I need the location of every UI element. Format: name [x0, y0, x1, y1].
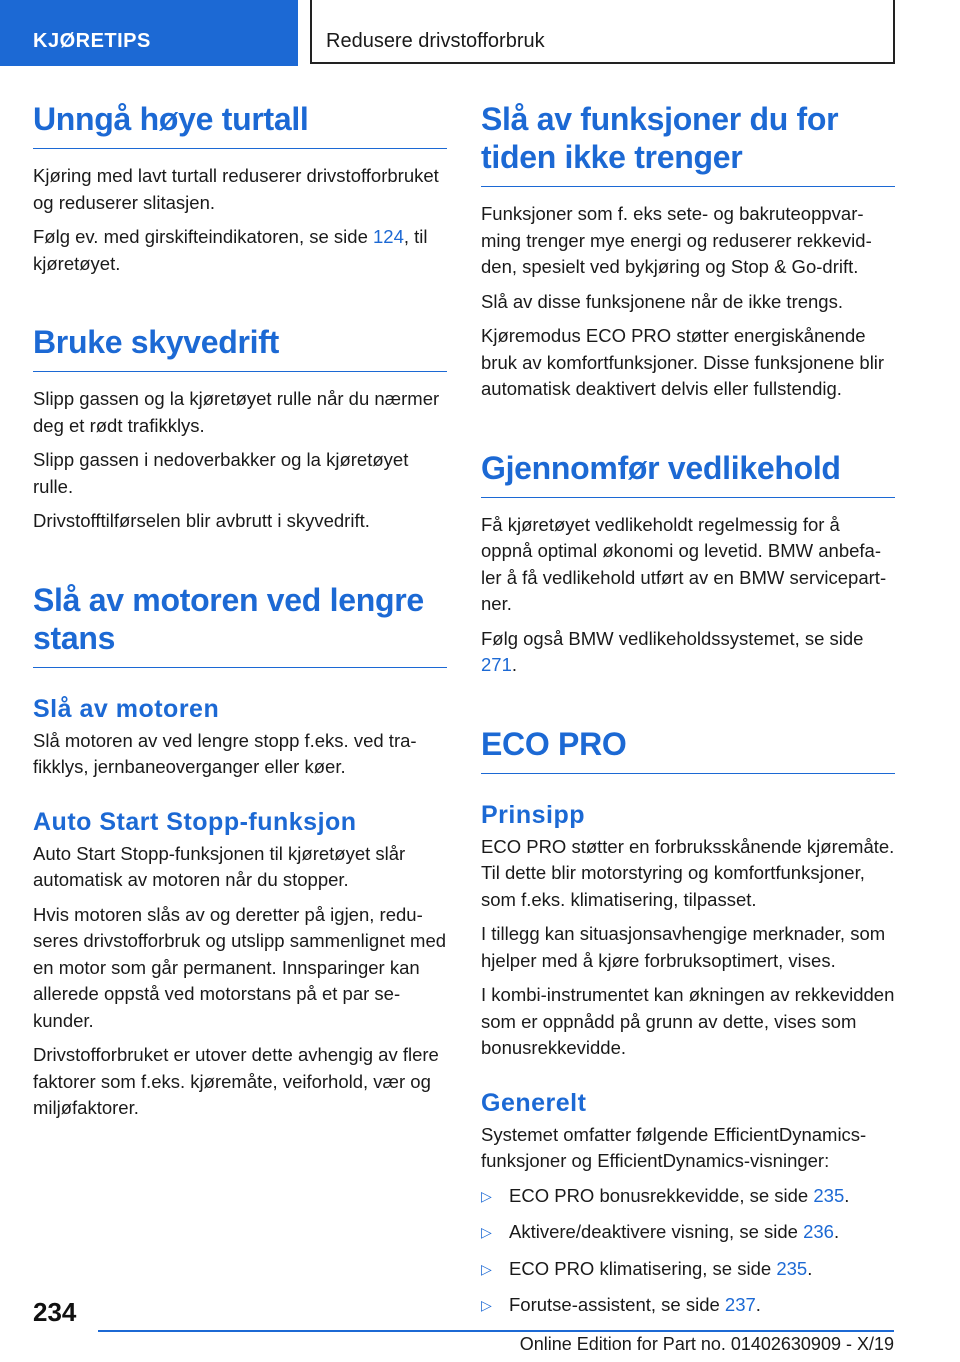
- paragraph: Slå av disse funksjonene når de ikke trengs.: [481, 290, 843, 312]
- paragraph: Slipp gassen og la kjøretøyet rulle når du nærmer deg et rødt trafikklys.: [33, 388, 440, 436]
- triangle-right-outline-icon: ▷: [481, 1297, 492, 1313]
- list-item: ▷ Forutse-assistent, se side 237.: [481, 1292, 895, 1319]
- heading-sla-av-funksjoner: Slå av funksjoner du for tiden ikke trenger: [481, 100, 895, 187]
- paragraph: Auto Start Stopp-funksjonen til kjøretøyet slår automatisk av motoren når du stopper.: [33, 842, 406, 890]
- heading-gjennomfor-vedlikehold: Gjennomfør vedlikehold: [481, 449, 895, 498]
- heading-sla-av-motoren-lengre-stans: Slå av motoren ved lengre stans: [33, 581, 447, 668]
- subheading-prinsipp: Prinsipp: [481, 800, 586, 829]
- page-reference-link[interactable]: 235: [776, 1257, 808, 1279]
- paragraph: Følg ev. med girskifteindikatoren, se side 124, til kjøretøyet.: [33, 226, 428, 274]
- paragraph: Systemet omfatter følgende EfficientDynamics-funksjoner og EfficientDynamics-visninger:: [481, 1123, 867, 1171]
- page-number: 234: [33, 1297, 77, 1327]
- list-item: ▷ ECO PRO klimatisering, se side 235.: [481, 1256, 895, 1283]
- heading-eco-pro: ECO PRO: [481, 725, 895, 774]
- page-reference-link[interactable]: 235: [813, 1184, 845, 1206]
- paragraph: Hvis motoren slås av og deretter på igjen, reduseres drivstofforbruk og utslipp sammenlignet med en motor som går permanent. Innsparinger kan allerede oppstå ved motorstans på et par sekunder.: [33, 903, 447, 1031]
- paragraph: Kjøring med lavt turtall reduserer drivstofforbruket og reduserer slitasjen.: [33, 165, 439, 213]
- triangle-right-outline-icon: ▷: [481, 1260, 492, 1277]
- heading-bruke-skyvedrift: Bruke skyvedrift: [33, 323, 447, 372]
- heading-unnga-hoye-turtall: Unngå høye turtall: [33, 100, 447, 149]
- page-reference-link[interactable]: 124: [373, 226, 404, 247]
- list-item: ▷ Aktivere/deaktivere visning, se side 236.: [481, 1219, 895, 1246]
- triangle-right-outline-icon: ▷: [481, 1224, 492, 1240]
- paragraph: I kombi-instrumentet kan økningen av rekkevidden som er oppnådd på grunn av dette, vises som bonusrekkevidde.: [481, 984, 895, 1058]
- paragraph: Funksjoner som f. eks sete- og bakruteoppvarming trenger mye energi og reduserer rekkevidden, spesielt ved bykjøring og Stop & Go-drift.: [481, 203, 872, 277]
- page-header-title: Redusere drivstofforbruk: [310, 0, 895, 64]
- footer-divider: [98, 1330, 894, 1332]
- page-reference-link[interactable]: 236: [803, 1221, 834, 1242]
- paragraph: I tillegg kan situasjonsavhengige merknader, som hjelper med å kjøre forbruksoptimert, vises.: [481, 923, 886, 971]
- right-column: [481, 100, 895, 1329]
- page-reference-link[interactable]: 271: [481, 654, 512, 675]
- efficientdynamics-list: [481, 1183, 895, 1319]
- subheading-generelt: Generelt: [481, 1088, 587, 1117]
- paragraph: Drivstofforbruket er utover dette avhengig av flere faktorer som f.eks. kjøremåte, veiforhold, vær og miljøfaktorer.: [33, 1044, 439, 1118]
- page-reference-link[interactable]: 237: [724, 1294, 756, 1315]
- paragraph: Slipp gassen i nedoverbakker og la kjøretøyet rulle.: [33, 449, 409, 497]
- list-item: ▷ ECO PRO bonusrekkevidde, se side 235.: [481, 1183, 895, 1210]
- paragraph: Slå motoren av ved lengre stopp f.eks. ved trafikklys, jernbaneoverganger eller køer.: [33, 729, 417, 777]
- paragraph: Kjøremodus ECO PRO støtter energiskånende bruk av komfortfunksjoner. Disse funksjonene blir automatisk deaktivert delvis eller fullstendig.: [481, 325, 885, 399]
- paragraph: Få kjøretøyet vedlikeholdt regelmessig for å oppnå optimal økonomi og levetid. BMW anbefaler å få vedlikehold utført av en BMW servicepartner.: [481, 513, 887, 614]
- left-column: [33, 100, 447, 1130]
- paragraph: Følg også BMW vedlikeholdssystemet, se side 271.: [481, 627, 864, 675]
- subheading-auto-start-stopp: Auto Start Stopp-funksjon: [33, 807, 357, 836]
- subheading-sla-av-motoren: Slå av motoren: [33, 694, 220, 723]
- footer-edition: Online Edition for Part no. 01402630909 - X/19: [519, 1334, 894, 1354]
- triangle-right-outline-icon: ▷: [481, 1187, 492, 1204]
- section-tab: KJØRETIPS: [0, 0, 298, 66]
- paragraph: Drivstofftilførselen blir avbrutt i skyvedrift.: [33, 510, 370, 531]
- paragraph: ECO PRO støtter en forbruksskånende kjøremåte. Til dette blir motorstyring og komfortfunksjoner, som f.eks. klimatisering, tilpasset.: [481, 835, 895, 910]
